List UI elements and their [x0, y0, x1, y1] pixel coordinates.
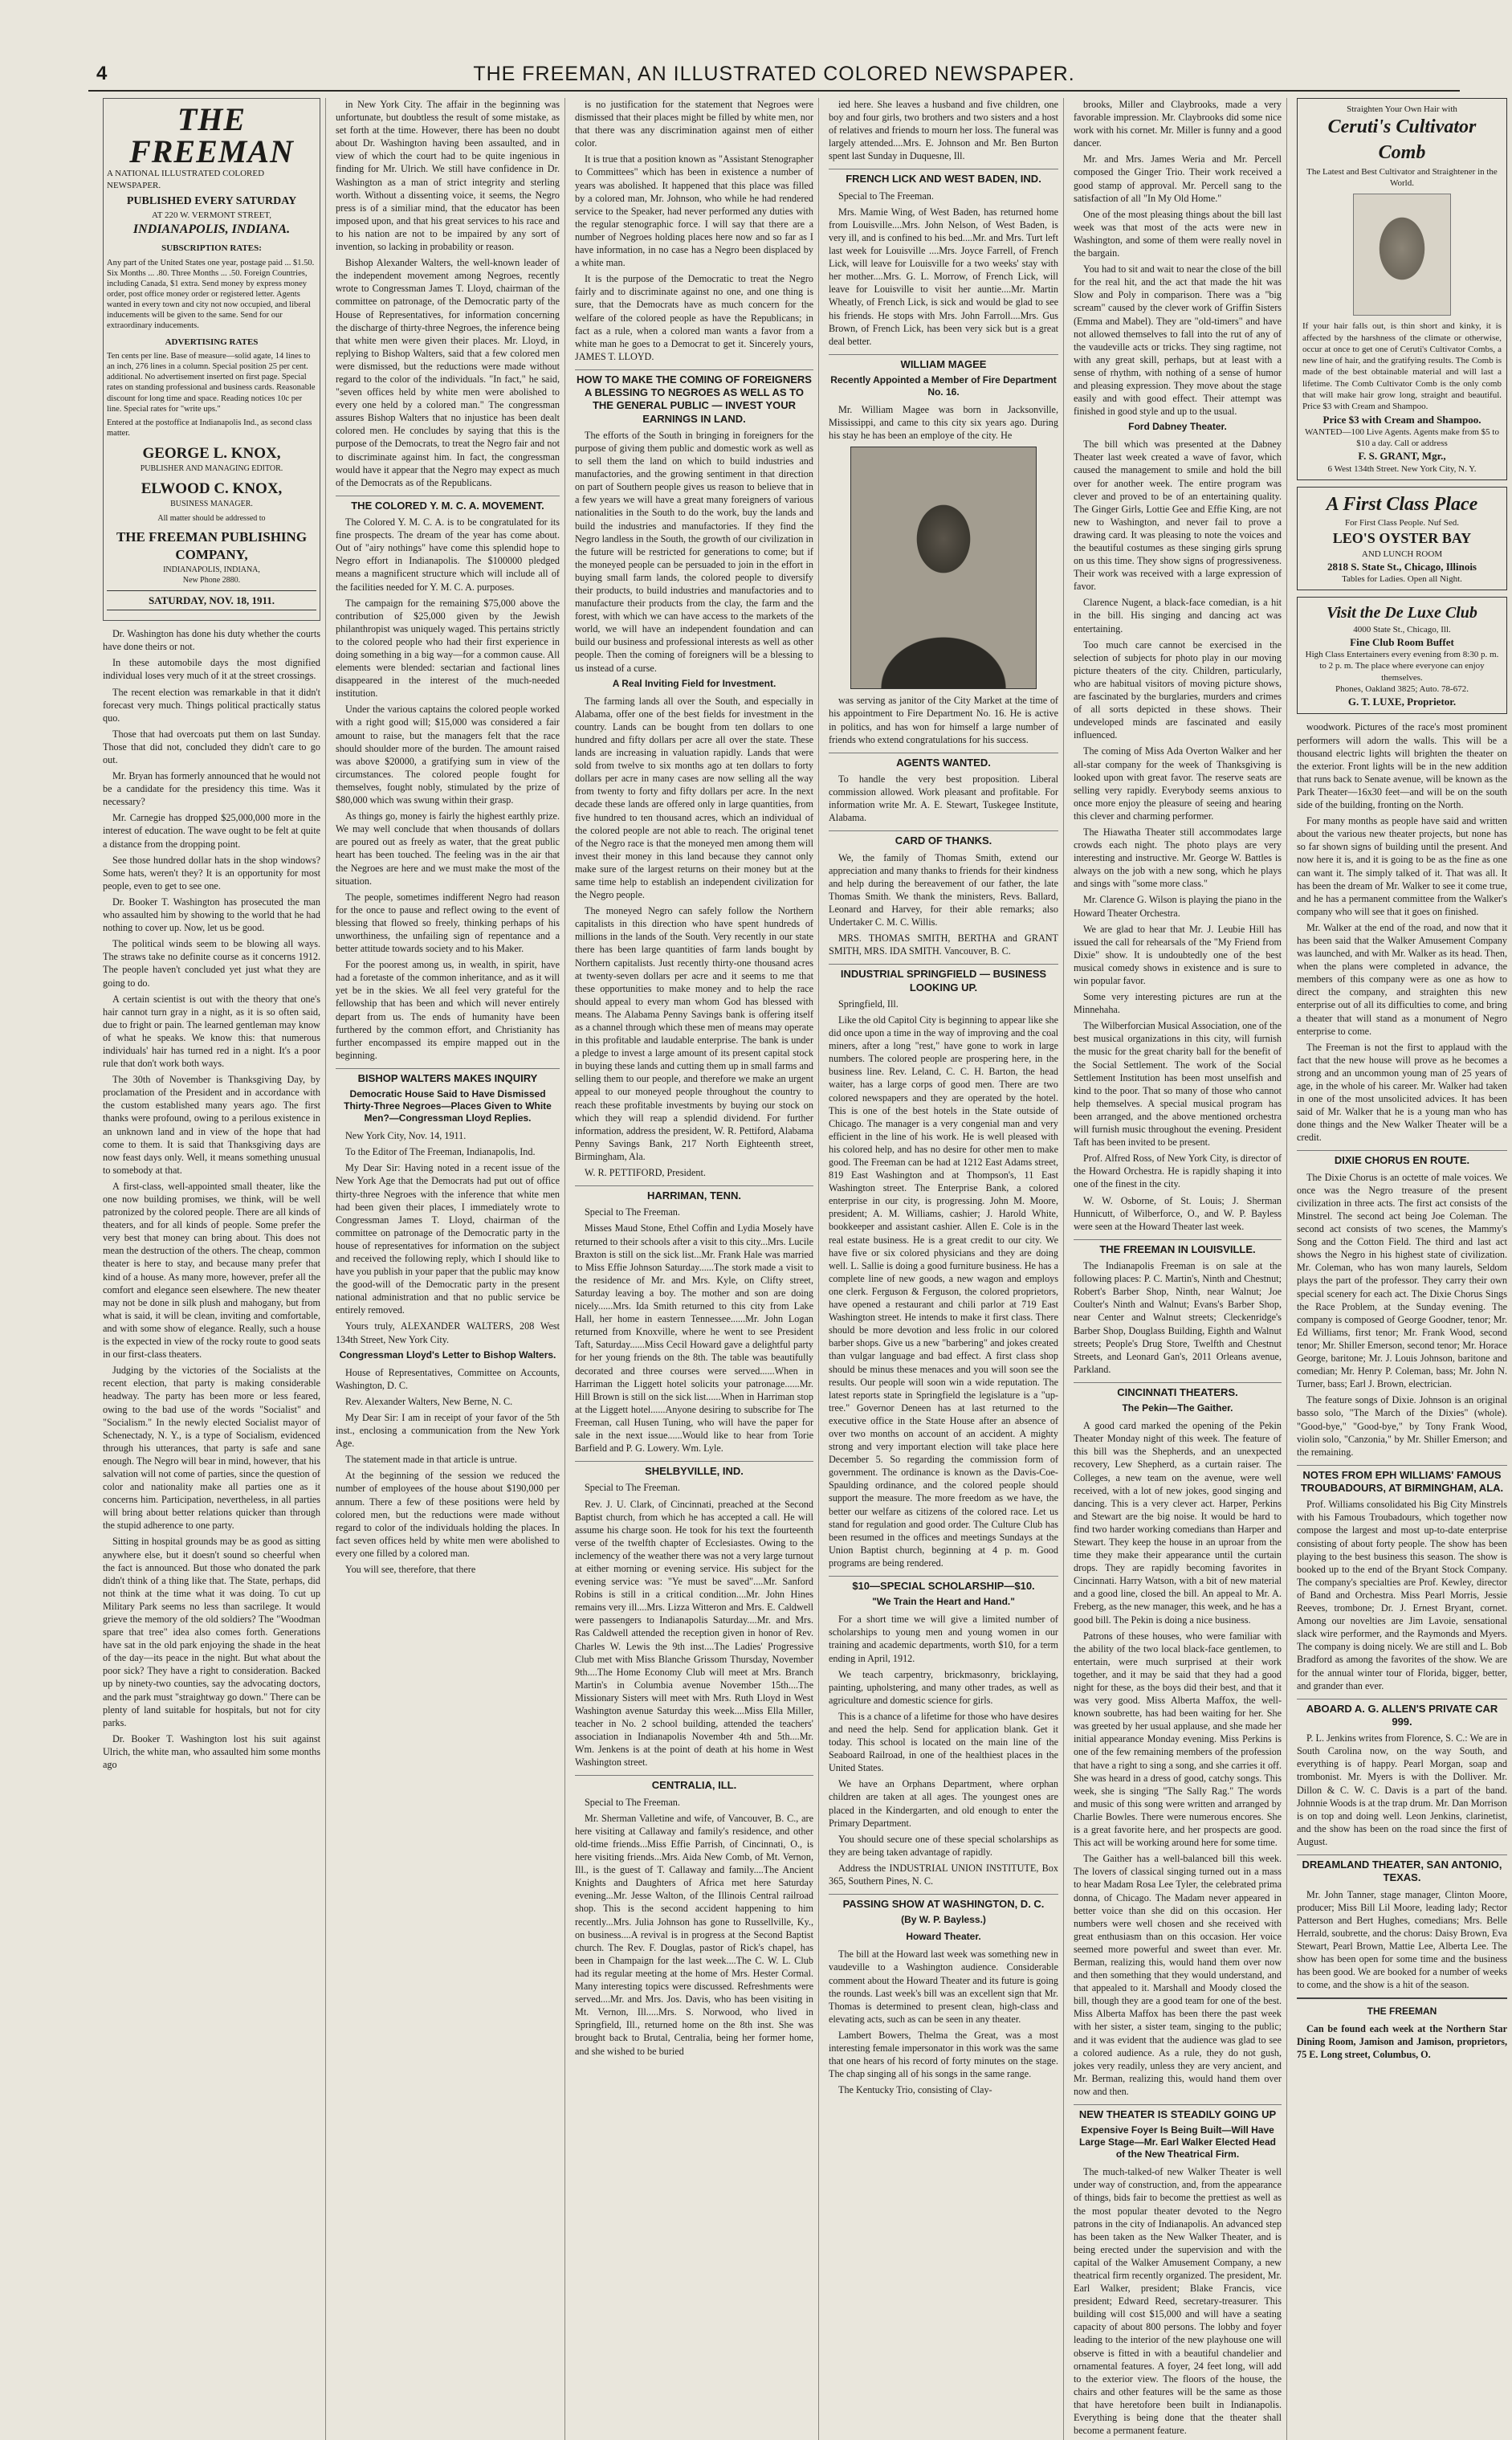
scholarship-paragraph: This is a chance of a lifetime for those who have desires and need the help. Send for application blank. Get it today. This school is located on the main line of the Seaboard Railroad, in one of the healthiest places in the United States. — [829, 1710, 1058, 1774]
editorial-paragraph: Dr. Booker T. Washington has prosecuted the man who assaulted him by showing to the world that he had nothing to cover up. Now, let us be good. — [103, 896, 320, 934]
howard-paragraph: Lambert Bowers, Thelma the Great, was a most interesting female impersonator in this work was the same that one hears of his record of forty minutes on the stage. The chap singing all of his songs in the same range. — [829, 2029, 1058, 2080]
column-3 — [575, 98, 819, 2440]
eph-paragraph: Prof. Williams consolidated his Big City Minstrels with his Famous Troubadours, which together now compose the largest and most up-to-date enterprise consisting of about forty people. The show has been playing to the best business this season. The show is booked up to the end of the Bryant Stock Company. The company's specialties are Prof. Kewley, director of Band and Orchestra. Miss Pearl Morris, Jessie Reeves, trombone; Dr. J. Ernest Bryant, cornet. Among our novelties are Jim Lavoie, sensational slack wire performer, and the Raymonds and Myers. The company is doing nicely. We are still and L. Bob Bradford as among the favorites of the show. We are for the annual winter tour of Florida, bigger, better, and grander than ever. — [1297, 1499, 1507, 1691]
page-number: 4 — [96, 63, 108, 84]
ad-subtitle: For First Class People. Nuf Sed. — [1344, 518, 1460, 528]
masthead-subtitle: A NATIONAL ILLUSTRATED COLORED NEWSPAPER. — [107, 169, 265, 190]
editorial-paragraph: A certain scientist is out with the theory that one's hair cannot turn gray in a night, as it is so often said, due to fright or pain. The learned gentleman may know of what he speaks. We know this: that numerous individuals' hair has turned red in a night. It's a poor rule that don't work both ways. — [103, 993, 320, 1070]
walters-paragraph: Yours truly, ALEXANDER WALTERS, 208 West 134th Street, New York City. — [336, 1320, 560, 1345]
harriman-paragraph: Misses Maud Stone, Ethel Coffin and Lydia Mosely have returned to their schools after a visit to this city...Mrs. Lucile Braxton is still on the sick list...Mr. Frank Hale was married to Miss Effie Johnson Saturday......The stork made a visit to the residence of Mr. and Mrs. Kyle, on Clifty street, Saturday leaving a boy. The mother and son are doing nicely......Mrs. Ida Smith returned to this city from Lake Hall, her home in eastern Tennessee......Mr. John Logan returned from Knoxville, where he went to see President Taft, Saturday......Miss Cecil Howard gave a delightful party for her young friends on the 8th. The table was beautifully decorated and three courses were served......When in Harriman the Liggett hotel solicits your patronage......Mr. Hill Brown is still on the sick list......When in Harriman stop at the Liggett hotel......Anyone desiring to subscribe for The Freeman, call Husen Tuning, who will have the paper for sale in the next issue......Would like to hear from Torie Barfield and P. G. Lowery. Wm. Lyle. — [575, 1222, 813, 1455]
editorial-paragraph: Dr. Washington has done his duty whether the courts have done theirs or not. — [103, 628, 320, 653]
field-paragraph: The moneyed Negro can safely follow the Northern capitalists in this direction who have spent hundreds of millions in the lands of the South. Very recently in our state there has been large quantities of farm lands bought by Northern capitalists. Just recently thirty-one thousand acres at twenty-seven dollars per acre and it seems to me that these opportunities to make money and to help the race should appeal to every man whom God has blessed with means. The Alabama Penny Savings bank is offering itself as a channel through which these men of means may operate in this profitable and laudable enterprise. The bank is under a pledge to invest a large amount of its present capital stock in buying these lands and cutting them up in small farms and selling them to our people, and therefore we make an urgent appeal to our moneyed people throughout the country to reach these profitable investments by buying our stock on which they will reap a splendid dividend. For further information, address the president, W. R. Pettiford, Alabama Penny Savings Bank, 217 North Eighteenth street, Birmingham, Ala. — [575, 905, 813, 1162]
running-head — [88, 63, 1460, 92]
centralia-headline: CENTRALIA, ILL. — [575, 1775, 813, 1792]
dabney-paragraph: The Wilberforcian Musical Association, one of the best musical organizations in this city, will furnish the music for the great charity ball for the benefit of the Social Settlement. The work of the Social Settlement Institution has been most unselfish and kind to the poor. That so many of those who cannot help themselves. A special musical program has been arranged, and the above mentioned orchestra will furnish music throughout the evening. President Taft has been invited to be present. — [1074, 1020, 1282, 1149]
editorial-paragraph: The recent election was remarkable in that it didn't forecast very much. Things political practically status quo. — [103, 686, 320, 724]
cincinnati-paragraph: The Gaither has a well-balanced bill this week. The lovers of classical singing turned out in a mass to hear Madam Rosa Lee Tyler, the celebrated prima donna, of Chicago. The Madam never appeared in better voice than she did on this occasion. Her numbers were well chosen and she received with great enthusiasm than on this occasion. Her voice seemed more powerful and sweet than ever. Mr. Berman, realizing this, would hand them over now and then something that they would understand, and that appealed to it. Marshall and Moody closed the bill, though they are a good team for one of the best. Miss Alberta Maffox has been there the past week with her sister, a sister team, singing to the public; and it was evident that the audience was glad to see a colored audience. As a rule, they do not gush, jokes very readily, unless they are very ancient, and Mr. Berman, realizing this, would hand them over now and then. — [1074, 1853, 1282, 2097]
scholarship-headline: $10—SPECIAL SCHOLARSHIP—$10. — [829, 1576, 1058, 1593]
publisher-role: PUBLISHER AND MANAGING EDITOR. — [140, 464, 283, 474]
lloyd-paragraph: You will see, therefore, that there — [345, 1563, 476, 1575]
walters-subhead: Democratic House Said to Have Dismissed Thirty-Three Negroes—Places Given to White Men?—Congressman Lloyd Replies. — [344, 1088, 552, 1124]
howard-headline: Howard Theater. — [906, 1931, 981, 1943]
masthead-address: AT 220 W. VERMONT STREET, — [152, 210, 271, 220]
column-1 — [103, 98, 326, 2440]
cincinnati-subhead: The Pekin—The Gaither. — [1122, 1402, 1233, 1414]
masthead-title: THE FREEMAN — [129, 101, 294, 169]
dixie-paragraph: The Dixie Chorus is an octette of male voices. We once was the Negro treasure of the present civilization in three acts. The first act consists of the Minstrel. The second act being Joe Coleman. The second act consists of two scenes, the Mammy's Song and the Cotton Field. The third and last act shows the Negro in his highest state of civilization. Mr. Coleman, who has won many laurels, Seldom plays the part of the professor. They carry their own special scenery for each act. The Dixie Chorus Sings the Race Problem, at the Sunday evening. The company is composed of George Goodner, tenor; Mr. Ed Williams, first tenor; Mr. Frank Wood, second tenor; Mr. Shiller Emerson, second tenor; Mr. Horace George, baritone; Mr. J. Louis Johnson, baritone and comedian; Mr. Henry P. Coleman, bass; Mr. John N. Turner, bass; Earl J. Brown, electrician. — [1297, 1171, 1507, 1390]
advertising-heading: ADVERTISING RATES — [165, 337, 259, 347]
new-theater-subhead: Expensive Foyer Is Being Built—Will Have Large Stage—Mr. Earl Walker Elected Head of the New Theatrical Firm. — [1079, 2124, 1276, 2161]
column-4 — [829, 98, 1064, 2440]
ymca-paragraph: The people, sometimes indifferent Negro had reason for the once to pause and reflect owing to the event of blessing that flowed so freely, thinking perhaps of his unworthiness, the unfailing sign of repentance and a better attitude towards society and to his Maker. — [336, 891, 560, 955]
article-paragraph: Mr. and Mrs. James Weria and Mr. Percell composed the Ginger Trio. Their work received a good stamp of approval. Mr. Percell sang to the satisfaction of all "In My Old Home." — [1074, 153, 1282, 204]
ymca-headline: THE COLORED Y. M. C. A. MOVEMENT. — [336, 496, 560, 512]
ymca-paragraph: The Colored Y. M. C. A. is to be congratulated for its fine prospects. The dream of the year has come about. Out of "airy nothings" have come this splendid hope to Negro effort in Indianapolis. The $100000 pledged means a magnificent structure which will include all of the facilities needed for Y. M. C. A. purposes. — [336, 516, 560, 593]
column-6 — [1297, 98, 1512, 2440]
columns — [103, 98, 1507, 2437]
company-name: THE FREEMAN PUBLISHING COMPANY, — [116, 528, 308, 563]
divider — [1297, 1997, 1507, 1999]
freeman-box-text: Can be found each week at the Northern Star Dining Room, Jamison and Jamison, proprietors, 75 E. Long street, Columbus, O. — [1297, 2023, 1507, 2061]
subscription-heading: SUBSCRIPTION RATES: — [161, 243, 262, 254]
harriman-paragraph: Special to The Freeman. — [585, 1206, 680, 1218]
ad-manager: F. S. GRANT, Mgr., — [1358, 450, 1446, 463]
magee-paragraph: was serving as janitor of the City Market at the time of his appointment to Fire Department No. 16. He is active in politics, and has won for himself a large number of friends who extend congratulations for his success. — [829, 695, 1058, 745]
ad-title: Visit the De Luxe Club — [1327, 604, 1477, 622]
article-paragraph: woodwork. Pictures of the race's most prominent performers will adorn the walls. This will be a thousand electric lights will brighten the theater on the exterior. Front lights will be in the new addition that runs back to Senate avenue, will be known as the Park Theater—16x30 feet—and will be on the south side of the building, fronting on the North. — [1297, 721, 1507, 811]
walters-paragraph: To the Editor of The Freeman, Indianapolis, Ind. — [345, 1146, 536, 1158]
editorial-paragraph: Bishop Alexander Walters, the well-known leader of the independent movement among Negroes, recently wrote to Congressman James T. Lloyd, chairman of the committee on patronage, of the Democratic party of the House of Representatives, for information concerning the discharge of thirty-three Negroes, the inference being that white men were given their places. Mr. Lloyd, in replying to Bishop Walters, said that a few colored men were dismissed, but the reductions were made without regard to the color of the individuals. "In fact," he said, "seven offices held by white men were abolished to every one held by a colored man." The congressman assures Bishop Walters that no injustice has been dealt colored men. He concludes by saying that this is the purpose of the Democrats, to treat the Negro fair and not to discriminate against him. In fact, the congressman would have it appear that the Negro may expect as much of the Democrats as of the Republicans. — [336, 257, 560, 488]
thanks-paragraph: We, the family of Thomas Smith, extend our appreciation and many thanks to friends for their kindness and help during the bereavement of our father, the late Thomas Smith. We thank the ministers, Revs. Ballard, Leonard and Harvey, for their able remarks; also Undertaker C. M. C. Willis. — [829, 851, 1058, 928]
dreamland-headline: DREAMLAND THEATER, SAN ANTONIO, TEXAS. — [1297, 1854, 1507, 1885]
ad-line: Fine Club Room Buffet — [1350, 635, 1454, 648]
ad-phones: Phones, Oakland 3825; Auto. 78-672. — [1335, 684, 1469, 695]
dabney-paragraph: Some very interesting pictures are run at the Minnehaha. — [1074, 991, 1282, 1016]
dabney-paragraph: The coming of Miss Ada Overton Walker and her all-star company for the week of Thanksgiving is looked upon with great favor. The reserve seats are selling very rapidly. Everybody seems anxious to once more enjoy the pleasure of seeing and hearing this clever and charming performer. — [1074, 745, 1282, 822]
ad-text: High Class Entertainers every evening from 8:30 p. m. to 2 p. m. The place where everyone can enjoy themselves. — [1305, 650, 1499, 683]
ad-tagline: The Latest and Best Cultivator and Straightener in the World. — [1306, 166, 1498, 188]
agents-paragraph: To handle the very best proposition. Liberal commission allowed. Work pleasant and profitable. For information write Mr. A. E. Stewart, Tuskegee Institute, Alabama. — [829, 773, 1058, 824]
masthead-city: INDIANAPOLIS, INDIANA. — [132, 222, 291, 237]
magee-headline: WILLIAM MAGEE — [829, 354, 1058, 371]
article-paragraph: ied here. She leaves a husband and five children, one boy and four girls, two brothers and two sisters and a host of relatives and friends to mourn her loss. The funeral was largely attended....Mrs. E. Johnson and Mr. Ben Burton spent last Sunday in Duquesne, Ill. — [829, 99, 1058, 162]
lloyd-paragraph: House of Representatives, Committee on Accounts, Washington, D. C. — [336, 1366, 560, 1391]
walters-paragraph: My Dear Sir: Having noted in a recent issue of the New York Age that the Democrats had put out of office thirty-three Negroes with the inference that white men had been given their places, I immediately wrote to Congressman James T. Lloyd, chairman of the committee on patronage of the Democratic party in the house of representatives for information on the subject and received the following reply, which I should like to have you publish in your paper that the public may know the good-will of the Democratic party in the present national administration and that no public service be entirely removed. — [336, 1162, 560, 1316]
springfield-paragraph: Springfield, Ill. — [838, 998, 899, 1010]
french-lick-headline: FRENCH LICK AND WEST BADEN, IND. — [829, 169, 1058, 186]
advertising-text: Ten cents per line. Base of measure—solid agate, 14 lines to an inch, 276 lines in a column. Special position 25 per cent. additional. No advertisement inserted on first page. Special rates on standing professional and business cards. Reasonable discount for long time and space. Reading notices 10c per line. Special rates for "write ups." — [107, 352, 316, 414]
article-paragraph: One of the most pleasing things about the bill last week was that most of the acts were new in Washington, and some of them were really novel in the bargain. — [1074, 208, 1282, 259]
editorial-paragraph: Mr. Carnegie has dropped $25,000,000 more in the interest of education. The wave ought to be felt at quite a distance from the dropping point. — [103, 812, 320, 850]
paper-name: THE FREEMAN, AN ILLUSTRATED COLORED NEWSPAPER. — [473, 63, 1075, 85]
portrait-photo — [850, 447, 1037, 689]
dixie-headline: DIXIE CHORUS EN ROUTE. — [1297, 1150, 1507, 1167]
editorial-paragraphs — [103, 627, 320, 1771]
address-note: All matter should be addressed to — [157, 513, 266, 523]
scholarship-paragraph: For a short time we will give a limited number of scholarships to young men and young women in our training and academic departments, worth $10, for a term ending in April, 1912. — [829, 1614, 1058, 1664]
cincinnati-headline: CINCINNATI THEATERS. — [1074, 1382, 1282, 1399]
lloyd-headline: Congressman Lloyd's Letter to Bishop Walters. — [339, 1349, 556, 1361]
dabney-paragraph: W. W. Osborne, of St. Louis; J. Sherman Hunnicutt, of Wilberforce, O., and W. P. Bayless were seen at the Howard Theater last week. — [1074, 1194, 1282, 1232]
scholarship-subhead: "We Train the Heart and Hand." — [872, 1596, 1015, 1608]
ymca-paragraph: As things go, money is fairly the highest earthly prize. We may well conclude that when thousands of dollars are poured out as freely as water, that the great public heart has been touched. The feeling was in the air that the Negroes are here and we must make the most of the situation. — [336, 810, 560, 887]
subscription-text: Any part of the United States one year, postage paid ... $1.50. Six Months ... .80. Three Months ... .50. Foreign Countries, including Canada, $1 extra. Send money by express money order, post office money order or registered letter. Agents wanted in every town and city not now occupied, and liberal inducements will be given to the same. Send for our extraordinary inducements. — [107, 258, 315, 331]
new-theater-paragraph: The much-talked-of new Walker Theater is well under way of construction, and, from the appearance of things, bids fair to become the prettiest as well as the most popular theater devoted to the Negro patrons in the city of Indianapolis. An advanced step has been taken as the New Walker Theater, and is being erected under the supervision and with the capital of the Walker Amusement Company, a new theatrical firm recently organized. The president, Mr. Earl Walker, president; Blake Francis, vice president; Edward Reed, secretary-treasurer. This building will cost $15,000 and will have a seating capacity of about 800 persons. The lobby and foyer leading to the interior of the new playhouse one will observe is fitted in with a beautiful chandelier and ornamental features. A foyer, 24 feet long, will add to the exterior view. The floors of the house, the chairs and other features will be the same as those that have heretofore been built in Indianapolis. Everything is being done that the theater shall become a permanent feature. — [1074, 2166, 1282, 2437]
dabney-paragraph: Mr. Clarence G. Wilson is playing the piano in the Howard Theater Orchestra. — [1074, 894, 1282, 919]
column-5 — [1074, 98, 1287, 2440]
cincinnati-paragraph: Patrons of these houses, who were familiar with the ability of the two local black-face gentlemen, to entertain, were much surprised at their work together, and it may be said that they had a good night for these, as the boys did their best, and that it was very good. Miss Alberta Maffox, the well-known soubrette, has had been waiting for her. She was greeted by her usual applause, and she made her initial appearance Monday evening. Miss Perkins is one of the few remaining members of the profession that have a right to sing a song, and she carries it off. She was heard in a dress of good, catchy songs. This week, she is singing "The Sally Rag." The words and music of this song were written and arranged by Charlie Bowles. There were numerous encores. She is a great favorite here, and her prospects are good. This act will be working around here for some time. — [1074, 1630, 1282, 1849]
walters-headline: BISHOP WALTERS MAKES INQUIRY — [336, 1068, 560, 1085]
editorial-paragraph: Those that had overcoats put them on last Sunday. Those that did not, concluded they didn't care to go out. — [103, 728, 320, 765]
editorial-paragraph: Mr. Bryan has formerly announced that he would not be a candidate for the presidency this time. Was it necessary? — [103, 770, 320, 808]
deluxe-club-advertisement — [1297, 597, 1507, 714]
dixie-paragraph: The feature songs of Dixie. Johnson is an original basso solo, "The March of the Dixies" (whole). "Good-bye," "Good-bye," by Tony Frank Wood, violin solo, "Canzonia," by Mr. Shiller Emerson; and the remaining. — [1297, 1394, 1507, 1458]
centralia-paragraph: Mr. Sherman Valletine and wife, of Vancouver, B. C., are here visiting at Callaway and family's residence, and other old-time friends...Miss Effie Parrish, of Cincinnati, O., is here visiting friends...Mrs. Aida New Comb, of Mt. Vernon, Ill., is the guest of T. Callaway and family....The Ancient Knights and Daughters of Africa met here Saturday evening...Mr. Jesse Walton, of the Illinois Central railroad shop. This is the second accident happening to him recently...Mrs. Julia Johnson has gone to Russellville, Ky., on business....A revival is in progress at the Second Baptist church. The Rev. F. Douglas, pastor of Rick's chapel, has been in Champaign for the last week....The C. W. L. Club had its regular meeting at the home of Mrs. Hester Cormal. Many interesting topics were discussed. Refreshments were served....Mr. and Mrs. Jos. Davis, who has been visiting in Mt. Vernon, Ill.....Mrs. S. Norwood, who lived in Springfield, Ill., returned home on the 8th inst. She was brought back to Brutal, Centralia, being her former home, and she wished to be buried — [575, 1812, 813, 2057]
masthead-published: PUBLISHED EVERY SATURDAY — [126, 195, 297, 208]
issue-date: SATURDAY, NOV. 18, 1911. — [107, 590, 316, 610]
comb-advertisement — [1297, 98, 1507, 480]
new-theater-headline: NEW THEATER IS STEADILY GOING UP — [1074, 2104, 1282, 2121]
ad-address: 6 West 134th Street. New York City, N. Y. — [1327, 463, 1477, 474]
allen-headline: ABOARD A. G. ALLEN'S PRIVATE CAR 999. — [1297, 1699, 1507, 1729]
column-2 — [336, 98, 565, 2440]
louisville-paragraph: The Indianapolis Freeman is on sale at the following places: P. C. Martin's, Ninth and Chestnut; Robert's Barber Shop, Ninth, near Walnut; Joe Coulter's Ninth and Walnut; Evans's Barber Shop, near Center and Walnut streets; Cleckenridge's Barber Shop, Douglass Building, Eighth and Walnut streets; People's Drug Store, Twelfth and Chestnut Streets, and Leonard Gan's, 2011 Orleans avenue, Parkland. — [1074, 1260, 1282, 1375]
springfield-headline: INDUSTRIAL SPRINGFIELD — BUSINESS LOOKING UP. — [829, 964, 1058, 994]
lloyd-paragraph: At the beginning of the session we reduced the number of employees of the house about $190,000 per annum. There a few of these positions were held by colored men, but the reductions were made without regard to color of the individuals holding the places. In fact seven offices held by white men were abolished to every one filled by a colored man. — [336, 1470, 560, 1559]
foreigners-paragraph: The efforts of the South in bringing in foreigners for the purpose of giving them public and domestic work as well as to sell them the land on which to build industries and manufactories, and the growing sentiment in that direction on part of Southern people gives us reason to believe that in a few years we will have a great many foreigners of various nationalities in the South to do the work, buy the lands and build the industries and manufactories. If they find the Negro landless in the South, the growth of our civilization in the future will be restricted for generations to come; but if the moneyed people can be persuaded to join in the effort in buying small farm lands, the colored people to diversify their products, to build industries and manufactories and to manufacture their products from the clay, the farm and the forest, with which we can have access to the markets of the world, we will have an independent foundation and can build our business and professional interests as well as other people. Then the coming of foreigners will be a blessing to us instead of a curse. — [575, 429, 813, 674]
dabney-paragraph: Prof. Alfred Ross, of New York City, is director of the Howard Orchestra. He is rapidly shaping it into one of the finest in the city. — [1074, 1153, 1282, 1190]
editorial-paragraph: Judging by the victories of the Socialists at the recent election, that party is making considerable headway. The party has been more or less feared, owing to the bad use of the words "Socialist" and "Socialism." In the newly elected Socialist mayor of Schenectady, N. Y., is a type of Socialism, evidenced through his utterances, that party is safe and sane enough. The Negro will bear in mind, however, that his salvation will not come of parties, since the question of color and nationality make all parties one as it concerns him. Participation, nevertheless, in all parties will bring about better relations quicker than through the stupid adherence to one party. — [103, 1365, 320, 1532]
ad-title: A First Class Place — [1326, 493, 1478, 515]
centralia-paragraph: Special to The Freeman. — [585, 1796, 680, 1808]
howard-paragraph: The Kentucky Trio, consisting of Clay- — [838, 2084, 992, 2096]
lloyd-paragraph: The statement made in that article is untrue. — [345, 1454, 517, 1466]
ad-agents: WANTED—100 Live Agents. Agents make from $5 to $10 a day. Call or address — [1305, 426, 1499, 449]
masthead — [103, 98, 320, 621]
ad-address: 4000 State St., Chicago, Ill. — [1353, 624, 1451, 634]
shelbyville-paragraph: Rev. J. U. Clark, of Cincinnati, preached at the Second Baptist church, from which he has accepted a call. He will assume his charge soon. He took for his text the fourteenth verse of the twelfth chapter of Ecclesiastes. Owing to the inclemency of the weather there was not a very large turnout at either morning or evening service. His subject for the evening service was: "Ye must be saved"....Mr. Sanford Robins is still in a critical condition....Mr. John Hines remains very ill....Mrs. Lizza Witteron and Mrs. E. Caldwell were passengers to Indianapolis Saturday....Mr. and Mrs. Ras Caldwell attended the reception given in honor of Rev. Charles W. Lewis the 9th inst....The Ladies' Progressive Club met with Miss Blanche Grissom Thursday, November 9th....The Home Economy Club will meet at Mrs. Branch Martin's in Columbia avenue November 15th....The Missionary Sisters will meet with Mrs. Ruth Lloyd in West Washington avenue Saturday this week....Miss Ella Miller, teacher in No. 2 school building, attended the teachers' association in Indianapolis November 4th and 5th....Mr. Wm. Jenkens is at the point of death at his home in West Washington street. — [575, 1498, 813, 1769]
scholarship-paragraph: We teach carpentry, brickmasonry, bricklaying, painting, upholstering, and many other trades, as well as agriculture and domestic science for girls. — [829, 1668, 1058, 1706]
shelbyville-headline: SHELBYVILLE, IND. — [575, 1461, 813, 1478]
article-paragraph: You had to sit and wait to near the close of the bill for the real hit, and the act that made the hit was Slow and Poly in comparison. There was a "big scream" caused by the clever work of Griffin Sisters (Emma and Mabel). They are "old-timers" and have not allowed themselves to fall into the rut of any of the vaudeville acts or tricks. They sing ragtime, not with any great skill, perhaps, but at least with a sense of rhythm, with nothing of a sense of humor and pleasing expression. They move about the stage easily and with good effect. Their attempt was finished in good style and up to the usual. — [1074, 263, 1282, 418]
scholarship-paragraph: Address the INDUSTRIAL UNION INSTITUTE, Box 365, Southern Pines, N. C. — [829, 1862, 1058, 1887]
scholarship-paragraph: You should secure one of these special scholarships as they are being taken advantage of rapidly. — [829, 1833, 1058, 1858]
ad-text: If your hair falls out, is thin short and kinky, it is affected by the harshness of the climate or otherwise, occur at once to get one of Ceruti's Cultivator Combs, a new line of hair, and the gratifying results. The Comb is made of the best obtainable material and will last a lifetime. The Comb Cultivator Comb is the only comb that will make hair grow long, straight and beautiful. Price $3 with Cream and Shampoo. — [1302, 321, 1502, 412]
harriman-headline: HARRIMAN, TENN. — [575, 1185, 813, 1202]
dabney-paragraph: We are glad to hear that Mr. J. Leubie Hill has issued the call for rehearsals of the "My Friend from Dixie" show. It is undoubtedly one of the best musical comedy shows in existence and is sure to win popular favor. — [1074, 923, 1282, 986]
editorial-paragraph: The 30th of November is Thanksgiving Day, by proclamation of the President and in accordance with the custom established many years ago. The first thanks were profound, owing to a perilous existence in an unknown land and in view of the hope that had come to them. It is said that Thanksgiving days are now feast days only. Well, it means something unusual to somebody at that. — [103, 1074, 320, 1176]
manager-role: BUSINESS MANAGER. — [170, 500, 253, 509]
ymca-paragraph: For the poorest among us, in wealth, in spirit, have had a foretaste of the common inheritance, and as it will yet be in the skies. We all feel very grateful for the fellowship that has been and which will never entirely depart from us. The ends of humanity have been furthered by the common effort, and Christianity has further encompassed its empire mapped out in the beginning. — [336, 959, 560, 1061]
ymca-paragraph: The campaign for the remaining $75,000 above the contribution of $25,000 given by the Jewish philanthropist was uniquely waged. This pertains strictly to the colored people who had their first experience in doing something in a big way—for a common cause. All elements were blended: sectarian and factional lines disappeared in the interest of the much-needed institution. — [336, 597, 560, 700]
eph-headline: NOTES FROM EPH WILLIAMS' FAMOUS TROUBADOURS, AT BIRMINGHAM, ALA. — [1297, 1465, 1507, 1495]
editorial-paragraph: in New York City. The affair in the beginning was unfortunate, but doubtless the result of some mistake, as set forth at the time. However, there has been no doubt about Dr. Washington having been assaulted, and in view of which the court had to be quite ingenious in finding for Mr. Ulrich. We still have confidence in Dr. Washington as a man of strict integrity and sterling worth. Without a dissenting voice, it seems, the Negro press is of a similiar mind, that the educator has been imposed upon, and that his great services to his race and to his nation are not to be impaired by any sort of invention, so lacking in probability or reason. — [336, 99, 560, 253]
ad-top-line: Straighten Your Own Hair with — [1347, 104, 1457, 114]
editorial-paragraph: See those hundred dollar hats in the shop windows? Some hats, weren't they? It is an opportunity for most people, even to get to see one. — [103, 854, 320, 892]
french-lick-paragraph: Mrs. Mamie Wing, of West Baden, has returned home from Louisville....Mrs. John Nelson, of West Baden, is very ill, and is confined to his bed....Mr. and Mrs. Turt left last week for Louisville ....Mrs. Joyce Farrell, of French Lick, will leave for Louisville for a two weeks' stay with her mother....Mrs. G. L. Morrow, of French Lick, will leave for Louisville to visit her auntie....Mr. Martin Wheatly, of French Lick, is sick and would be glad to see his friends. He stops with Mrs. John Farroll....Mrs. Gus Brown, of French Lick, has been very sick but is a great deal better. — [829, 206, 1058, 347]
scholarship-paragraph: We have an Orphans Department, where orphan children are taken at all ages. The youngest ones are placed in the Kindergarten, and old enough to enter the Primary Department. — [829, 1778, 1058, 1829]
howard-paragraph: The bill at the Howard last week was something new in vaudeville to a Washington audience. Considerable comment about the Howard Theater and its future is going the rounds. Last week's bill was an excellent sign that Mr. Thomas is determined to present clean, high-class and elevating acts, such as can be seen in any theater. — [829, 1948, 1058, 2025]
dabney-paragraph: Too much care cannot be exercised in the selection of subjects for photo play in our moving picture theaters of the city. Children, particularly, who are habitual visitors of moving picture shows, are fascinated by the burglaries, murders and crimes of all sorts depicted in these shows. Their undeveloped minds are fascinated and easily influenced. — [1074, 639, 1282, 741]
allen-paragraph: P. L. Jenkins writes from Florence, S. C.: We are in South Carolina now, on the way South, and everything is of happy. Pearl Morgan, soap and trombonist. Mr. Myers is with the Dolliver. Mr. Dillon & C. W. C. Davis is a part of the band. Johnnie Woods is at the trap drum. Mr. Dan Morrison is on top and doing well. Leon Jenkins, clarinetist, and the show has been on the road since the first of August. — [1297, 1732, 1507, 1847]
ad-note: Tables for Ladies. Open all Night. — [1342, 573, 1462, 584]
ymca-paragraph: Under the various captains the colored people worked with a right good will; $15,000 was considered a fair amount to raise, but the managers felt that the race should shoulder more of the burden. The amount raised was above $20000, a gratifying sum in view of the circumstances. The colored people fought for themselves, fought nobly, stimulated by the prize of $80,000 which was swung within their grasp. — [336, 704, 560, 806]
article-paragraph: brooks, Miller and Claybrooks, made a very favorable impression. Mr. Claybrooks did some nice work with his cornet. Mr. Miller is funny and a good dancer. — [1074, 99, 1282, 149]
dreamland-paragraph: Mr. John Tanner, stage manager, Clinton Moore, producer; Miss Bill Lil Moore, leading lady; Rector Patterson and Bert Hughes, comedians; Mrs. Belle Herrald, soubrette, and the chorus: Daisy Brown, Eva Stewart, Pearl Brown, Mattie Lee, Alberta Lee. The show has been open for some time and the business has been good. We are booked for a number of weeks to come, and the show is a hit of the season. — [1297, 1888, 1507, 1991]
publisher-name: GEORGE L. KNOX, — [142, 445, 281, 463]
article-paragraph: The Freeman is not the first to applaud with the fact that the new house will prove as he becomes a strong and an uncommon young man of 25 years of age, in the whole of his career. Mr. Walker had taken in one of the most unsolicited advices. It has been said of Mr. Walker that he is a young man who has done things and the New Walker Theater will be a credit. — [1297, 1041, 1507, 1144]
ad-title: Ceruti's Cultivator Comb — [1327, 116, 1477, 163]
walters-paragraph: New York City, Nov. 14, 1911. — [345, 1130, 467, 1142]
editorial-paragraph: In these automobile days the most dignified individual loses very much of it at the street crossings. — [103, 657, 320, 682]
springfield-paragraph: Like the old Capitol City is beginning to appear like she did once upon a time in the way of improving and the coal miners, after a long "rest," have gone to work in large numbers. The colored people are prospering here, in the business line. Rev. Leland, C. C. H. Barton, the head waiter, has a large corps of good men. There are two colored newspapers and they are operated by the hotel. This is one of the best hotels in the State outside of Chicago. The manager is a very congenial man and very efficient in the line of his work. He is well pleased with his colored help, and has no desire for other men to make good. The Freeman can be had at 1212 East Adams street, 819 East Washington and at Thompson's, 11 East Washington street. The Enterprise Bank, a colored enterprise in our city, is progressing. John M. Moore, president; A. M. Williams, cashier; J. Harold White, bookkeeper and assistant cashier. Allen E. Cole is in the real estate business. He is a great credit to our city. We have five or six colored physicians and they are doing well. L. Sallie is doing a good furniture business. He has a complete line of new goods, a new wagon and employs one clerk. Ferguson & Ferguson, the colored proprietors, have opened a restaurant and chili parlor at 719 East Washington street. He intends to make it first class. There should be more devotion and less frolic in our colored barber shops. Give us a new "barbering" and jokes created than vulgar language and bad effect. A first class shop should be minus these menaces and you will soon see the results. Our people will soon win a wide reputation. The latest reports state in Springfield the legislature is a "up-tree." Governor Deneen has at last returned to the executive office in the State House after an absence of over two months on account of an accident. A mighty strong and very important election will take place here December 5. So regarding the commission form of government. The ordinance is known as the Davis-Coe-Spaulding ordinance, and the colored people should support the measure. The more freedom as we have, the better our welfare as citizens of the colored race. Let us stand for regulation and good order. The Culture Club has been resumed in the offices and meetings Sundays at the Union Baptist church, beginning at 4 p. m. Good programs are being rendered. — [829, 1014, 1058, 1569]
field-paragraph: The farming lands all over the South, and especially in Alabama, offer one of the best fields for investment in the country. Lands can be bought from ten dollars to one hundred and fifty dollars per acre all over the state. These lands are increasing in valuation rapidly. Lands that were sold from twelve to six months ago at ten dollars to forty dollars per acre in many cases are now selling all the way from twenty to forty and fifty dollars per acre. In the next decade these lands are offered only in large quantities, from five hundred to ten thousand acres, which an individual of the colored people are not able to reach. The original tenet of the Negro race is that the moneyed men among them will invest their money in this land because they cannot only make sure of the largest returns on their money but at the same time help to establish an independent civilization for the Negro people. — [575, 695, 813, 901]
portrait-illustration — [1353, 194, 1451, 316]
phone-number: New Phone 2880. — [182, 575, 241, 585]
article-paragraph: It is true that a position known as "Assistant Stenographer to Committees" which has been in existence a number of years was abolished. It happened that this place was filled by a colored man, Mr. Johnson, who while he had rendered service to the Speaker, had never performed any duties with the regular stenographic force. I will say that there are a number of Negroes holding places here now and so far as I have information, in no case has a Negro been displaced by a white man. — [575, 153, 813, 269]
editorial-paragraph: A first-class, well-appointed small theater, like the one now building promises, we think, will be well patronized by the colored people. There are all kinds of theaters, and for all kinds of people. Some prefer the very best that money can bring about. This does not mean the destruction of the others. The cheap, common theater is here to stay, and because many prefer that kind of a house. As many more, however, prefer all the comfort and elegance seen elsewhere. The new theater may not be done in silk plush and mahogany, but from what is said, it will be clean, inviting and comfortable, and with some show of elegance. Really, such a house is the expected in view of the rocky route to good seats in our first-class theaters. — [103, 1180, 320, 1361]
foreigners-headline: HOW TO MAKE THE COMING OF FOREIGNERS A BLESSING TO NEGROES AS WELL AS TO THE GENERAL PUBLIC — INVEST YOUR EARNINGS IN LAND. — [575, 369, 813, 426]
louisville-headline: THE FREEMAN IN LOUISVILLE. — [1074, 1239, 1282, 1256]
editorial-paragraph: Dr. Booker T. Washington lost his suit against Ulrich, the white man, who assaulted him some months ago — [103, 1732, 320, 1771]
editorial-paragraph: Sitting in hospital grounds may be as good as sitting anywhere else, but it doesn't sound so cheerful when the fact is announced. But those who donated the park didn't think of a thing like that. The State, perhaps, did not think at the time what it was doing. To cut up Military Park seems no less than sacrilege. It would grieve the memory of the old soldiers? The "Woodman spare that tree" idea also comes forth. Generations have sat in the old park enjoying the shade in the heat of the day—its peace in the night. But what about the poor sick? They have a right to consideration. Backed up by ninety-two counties, say the advocating doctors, and the park must "straightway go down." There can be plenty of land suitable for hospitals, but not for city parks. — [103, 1536, 321, 1728]
ad-address: 2818 S. State St., Chicago, Illinois — [1327, 560, 1477, 573]
entered-notice: Entered at the postoffice at Indianapolis Ind., as second class matter. — [107, 418, 312, 438]
manager-name: ELWOOD C. KNOX, — [141, 480, 283, 498]
editorial-paragraph: The political winds seem to be blowing all ways. The straws take no definite course as it concerns 1912. The people haven't concluded yet just what they are going to do. — [103, 938, 320, 989]
company-city: INDIANAPOLIS, INDIANA, — [163, 565, 260, 574]
oyster-bay-advertisement — [1297, 487, 1507, 590]
passing-headline: PASSING SHOW AT WASHINGTON, D. C. — [829, 1894, 1058, 1911]
magee-paragraph: Mr. William Magee was born in Jacksonville, Mississippi, and came to this city six years ago. During his stay he has been an employe of the city. He — [829, 404, 1058, 442]
field-paragraph: W. R. PETTIFORD, President. — [585, 1167, 706, 1179]
dabney-paragraph: Clarence Nugent, a black-face comedian, is a hit in the bill. His singing and dancing act was entertaining. — [1074, 597, 1282, 634]
french-lick-paragraph: Special to The Freeman. — [838, 190, 934, 202]
dabney-paragraph: The bill which was presented at the Dabney Theater last week created a wave of favor, which caused the management to smile and hold the bill over for another week. The entire program was clever and proved to be of an entertaining quality. The Ginger Girls, Lottie Gee and Effie King, are not new to Washington, and never fail to prove a drawing card. It was pleasing to note the voices and the beautiful costumes as these singing girls sprung on us this time. They show signs of progressiveness. Their work was received with a large expression of favor. — [1074, 439, 1282, 593]
thanks-paragraph: MRS. THOMAS SMITH, BERTHA and GRANT SMITH, MRS. IDA SMITH. Vancouver, B. C. — [829, 932, 1058, 957]
lloyd-paragraph: My Dear Sir: I am in receipt of your favor of the 5th inst., enclosing a communication from the New York Age. — [336, 1411, 560, 1450]
ad-business-name: LEO'S OYSTER BAY — [1332, 529, 1472, 546]
shelbyville-paragraph: Special to The Freeman. — [585, 1482, 680, 1494]
lloyd-paragraph: Rev. Alexander Walters, New Berne, N. C. — [345, 1395, 513, 1407]
article-paragraph: Mr. Walker at the end of the road, and now that it has been said that the Walker Amusement Company was launched, and with Mr. Walker as its head. Then, when the plans were completed in advance, the members of this company were as one as how to direct the company, and straighten this new enterprise out of all its difficulties to come, and bring a theater that will stand as a monument of Negro enterprise to come. — [1297, 921, 1507, 1037]
article-paragraph: is no justification for the statement that Negroes were dismissed that their places might be filled by white men, nor that there was any discrimination against men of either color. — [575, 99, 813, 149]
passing-byline: (By W. P. Bayless.) — [901, 1914, 986, 1926]
field-headline: A Real Inviting Field for Investment. — [612, 677, 776, 689]
article-paragraph: It is the purpose of the Democratic to treat the Negro fairly and to discriminate against no one, and one thing is sure, that the Democrats have as much concern for the welfare of the colored people as have the Republicans; in fact as a rule, when a colored man wants a favor from a white man he goes to a Democrat to get it. Sincerely yours, JAMES T. LLOYD. — [575, 273, 813, 362]
dabney-paragraph: The Hiawatha Theater still accommodates large crowds each night. The photo plays are very interesting and instructive. Mr. George W. Battles is always on the job with a new song, which he plays and sings with "some more class." — [1074, 826, 1282, 890]
ad-price: Price $3 with Cream and Shampoo. — [1322, 413, 1481, 426]
thanks-headline: CARD OF THANKS. — [829, 830, 1058, 847]
freeman-box-title: THE FREEMAN — [1367, 2005, 1437, 2018]
ad-kind: AND LUNCH ROOM — [1361, 549, 1443, 559]
article-paragraph: For many months as people have said and written about the various new theater projects, but none has so far shown signs of building until the present. And now here it is, and it is going to be as the fine as one can want it. The simply talked of it. That was all. It has been the dream of Mr. Walker to see it come true, and he has a permanent committee from the Walker's company who will see that it goes on finished. — [1297, 815, 1507, 917]
dabney-headline: Ford Dabney Theater. — [1128, 421, 1227, 433]
ad-proprietor: G. T. LUXE, Proprietor. — [1347, 696, 1457, 708]
magee-subhead: Recently Appointed a Member of Fire Department No. 16. — [830, 374, 1057, 398]
agents-headline: AGENTS WANTED. — [829, 753, 1058, 769]
cincinnati-paragraph: A good card marked the opening of the Pekin Theater Monday night of this week. The feature of this bill was the Shepherds, and an unexpected recovery, Lew Shepherd, as a curtain raiser. The Colleges, a new team on the avenue, were well received, with a lot of new jokes, good singing and dancing. This is a very clever act. Harper, Perkins and Stewart are the big noise. It would be hard to find two harder working comedians than Harper and Stewart. They keep the house in an uproar from the time they make their appearance until the curtain drops. They are rapidly becoming favorites in Cincinnati. Harry Watson, with a bit of new material and a good line, closed the bill. An appeal to Mr. A. Freberg, as the new manager, this week, and he has a good bill. The Pekin is doing a nice business. — [1074, 1420, 1282, 1626]
